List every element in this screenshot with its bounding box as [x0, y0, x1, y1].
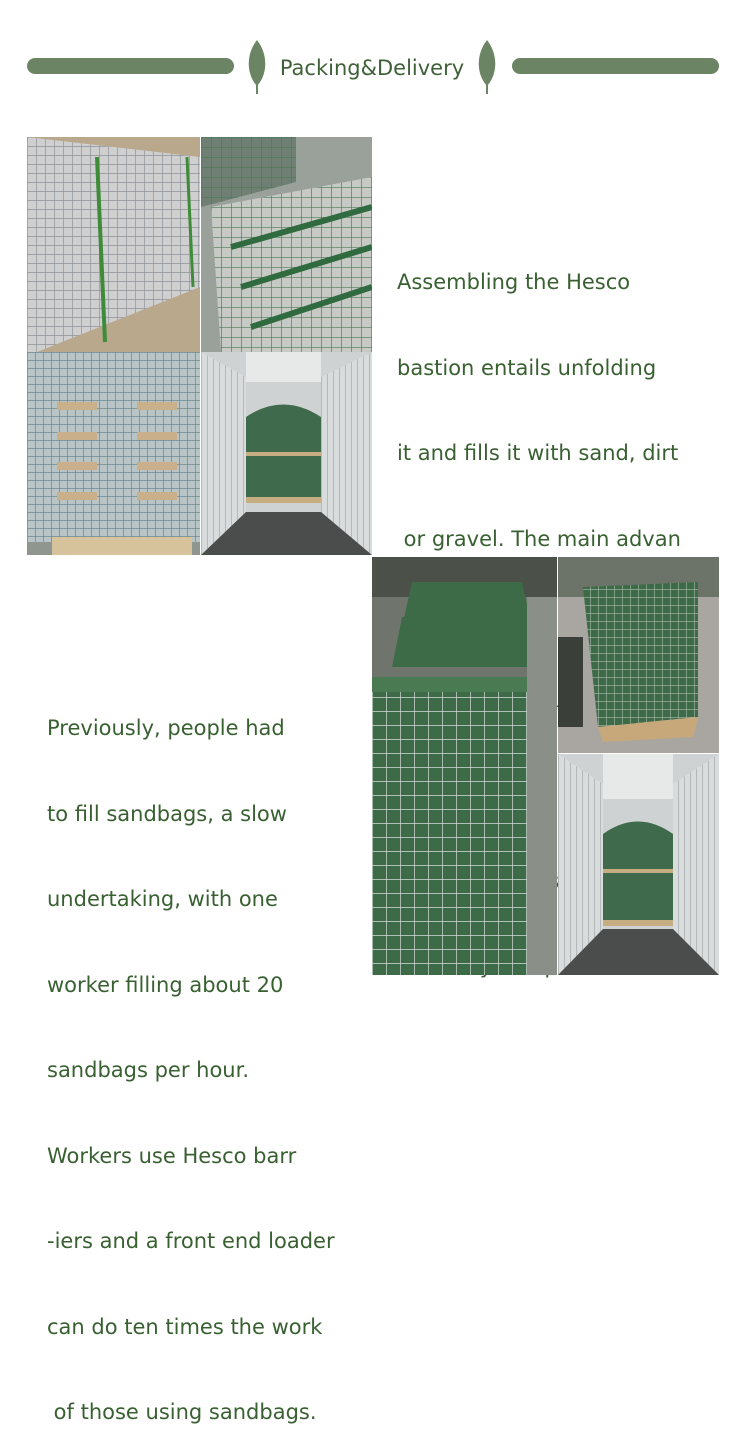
text-line: to fill sandbags, a slow	[47, 801, 287, 826]
text-line: bastion entails unfolding	[397, 355, 657, 380]
leaf-icon	[476, 38, 498, 96]
text-line: -iers and a front end loader	[47, 1229, 335, 1253]
header-divider-left	[27, 58, 234, 74]
text-line: of those using sandbags.	[47, 1400, 317, 1424]
leaf-icon	[246, 38, 268, 96]
photo-folded-units	[558, 557, 719, 753]
photo-stacked-mesh-panels	[27, 137, 200, 352]
text-line: Workers use Hesco barr	[47, 1143, 297, 1168]
text-line: undertaking, with one	[47, 887, 278, 911]
photo-palletized-bundles	[27, 352, 200, 555]
text-line: sandbags per hour.	[47, 1058, 250, 1082]
text-line: or gravel. The main advan	[397, 526, 681, 551]
photo-container-loading	[201, 352, 372, 555]
text-line: worker filling about 20	[47, 972, 284, 997]
header-divider-right	[512, 58, 719, 74]
photo-container-interior	[558, 754, 719, 975]
text-line: can do ten times the work	[47, 1314, 323, 1339]
description-sandbags	[47, 657, 335, 1455]
text-line: Assembling the Hesco	[397, 270, 631, 294]
text-line: Previously, people had	[47, 716, 285, 740]
photo-green-mesh-panels	[201, 137, 372, 352]
text-line: it and fills it with sand, dirt	[397, 441, 679, 465]
photo-filled-barriers	[372, 557, 557, 975]
section-title: Packing&Delivery	[279, 56, 465, 80]
